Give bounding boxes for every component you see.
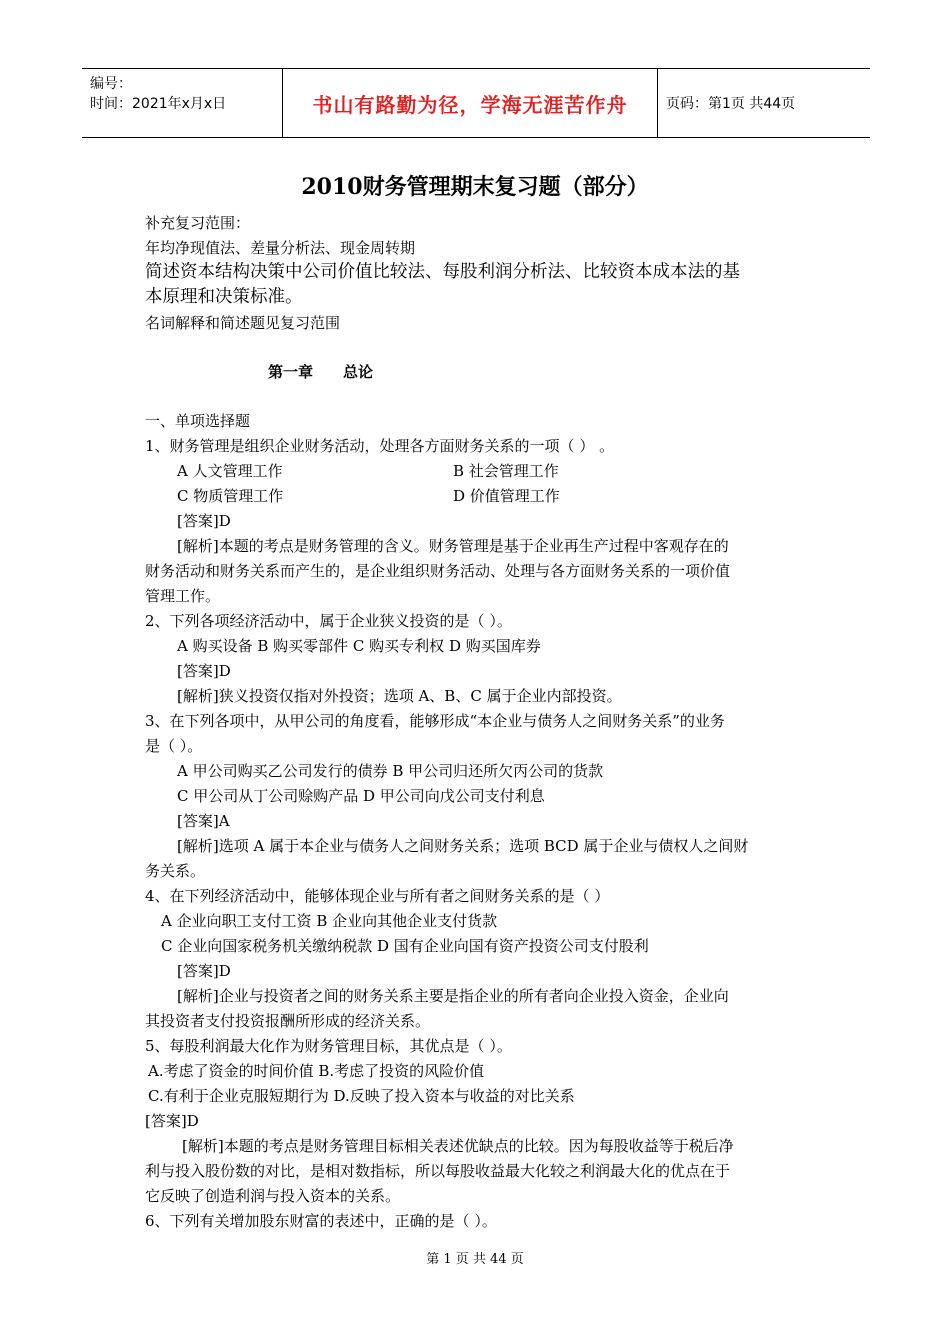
document-title: 2010财务管理期末复习题（部分） — [301, 174, 649, 200]
chapter-name: 总论 — [343, 363, 374, 381]
q3-options-ab: A 甲公司购买乙公司发行的债券 B 甲公司归还所欠丙公司的货款 — [177, 762, 604, 780]
date-label: 时间：2021年x月x日 — [90, 96, 227, 112]
q1-explanation-1: [解析]本题的考点是财务管理的含义。财务管理是基于企业再生产过程中客观存在的 — [177, 537, 729, 555]
scope-line-2: 年均净现值法、差量分析法、现金周转期 — [145, 239, 416, 257]
header-motto: 书山有路勤为径，学海无涯苦作舟 — [282, 69, 658, 137]
q4-options-cd: C 企业向国家税务机关缴纳税款 D 国有企业向国有资产投资公司支付股利 — [161, 937, 649, 955]
q3-stem-1: 3、在下列各项中，从甲公司的角度看，能够形成“本企业与债务人之间财务关系”的业务 — [145, 712, 725, 730]
q4-answer: [答案]D — [177, 962, 231, 980]
q2-explanation: [解析]狭义投资仅指对外投资；选项 A、B、C 属于企业内部投资。 — [177, 687, 622, 705]
q3-options-cd: C 甲公司从丁公司赊购产品 D 甲公司向戊公司支付利息 — [177, 787, 545, 805]
q2-stem: 2、下列各项经济活动中，属于企业狭义投资的是（ ）。 — [145, 612, 512, 630]
q2-answer: [答案]D — [177, 662, 231, 680]
q3-explanation-2: 务关系。 — [145, 862, 206, 880]
q5-stem: 5、每股利润最大化作为财务管理目标，其优点是（ ）。 — [145, 1037, 512, 1055]
q1-answer: [答案]D — [177, 512, 231, 530]
q5-explanation-3: 它反映了创造利润与投入资本的关系。 — [145, 1187, 401, 1205]
page-header — [82, 68, 870, 138]
header-meta — [82, 69, 282, 137]
scope-line-1: 补充复习范围： — [145, 214, 251, 232]
scope-line-3b: 本原理和决策标准。 — [145, 287, 303, 307]
code-label: 编号： — [90, 76, 132, 92]
q5-explanation-1: [解析]本题的考点是财务管理目标相关表述优缺点的比较。因为每股收益等于税后净 — [182, 1137, 734, 1155]
q5-options-ab: A.考虑了资金的时间价值 B.考虑了投资的风险价值 — [148, 1062, 485, 1080]
q1-option-b: B 社会管理工作 — [453, 462, 559, 480]
q4-explanation-2: 其投资者支付投资报酬所形成的经济关系。 — [145, 1012, 431, 1030]
scope-line-4: 名词解释和简述题见复习范围 — [145, 314, 341, 332]
q5-answer: [答案]D — [145, 1112, 199, 1130]
q1-explanation-3: 管理工作。 — [145, 587, 221, 605]
scope-line-3a: 简述资本结构决策中公司价值比较法、每股利润分析法、比较资本成本法的基 — [145, 262, 740, 282]
q4-options-ab: A 企业向职工支付工资 B 企业向其他企业支付货款 — [161, 912, 498, 930]
q4-explanation-1: [解析]企业与投资者之间的财务关系主要是指企业的所有者向企业投入资金，企业向 — [177, 987, 729, 1005]
chapter-number: 第一章 — [268, 363, 314, 381]
section-heading: 一、单项选择题 — [145, 412, 251, 430]
q1-stem: 1、财务管理是组织企业财务活动，处理各方面财务关系的一项（ ） 。 — [145, 437, 615, 455]
q1-option-d: D 价值管理工作 — [453, 487, 560, 505]
q3-answer: [答案]A — [177, 812, 230, 830]
q5-options-cd: C.有利于企业克服短期行为 D.反映了投入资本与收益的对比关系 — [148, 1087, 575, 1105]
q1-option-c: C 物质管理工作 — [177, 487, 284, 505]
q2-options: A 购买设备 B 购买零部件 C 购买专利权 D 购买国库券 — [177, 637, 541, 655]
q3-explanation-1: [解析]选项 A 属于本企业与债务人之间财务关系；选项 BCD 属于企业与债权人之间财 — [177, 837, 749, 855]
q1-option-a: A 人文管理工作 — [177, 462, 283, 480]
q1-explanation-2: 财务活动和财务关系而产生的，是企业组织财务活动、处理与各方面财务关系的一项价值 — [145, 562, 731, 580]
q6-stem: 6、下列有关增加股东财富的表述中，正确的是（ ）。 — [145, 1212, 497, 1230]
q4-stem: 4、在下列经济活动中，能够体现企业与所有者之间财务关系的是（ ） — [145, 887, 610, 905]
q5-explanation-2: 利与投入股份数的对比，是相对数指标，所以每股收益最大化较之利润最大化的优点在于 — [145, 1162, 731, 1180]
q3-stem-2: 是（ ）。 — [145, 737, 203, 755]
header-page-info: 页码：第1页 共44页 — [666, 96, 796, 112]
page-footer: 第 1 页 共 44 页 — [426, 1252, 524, 1267]
